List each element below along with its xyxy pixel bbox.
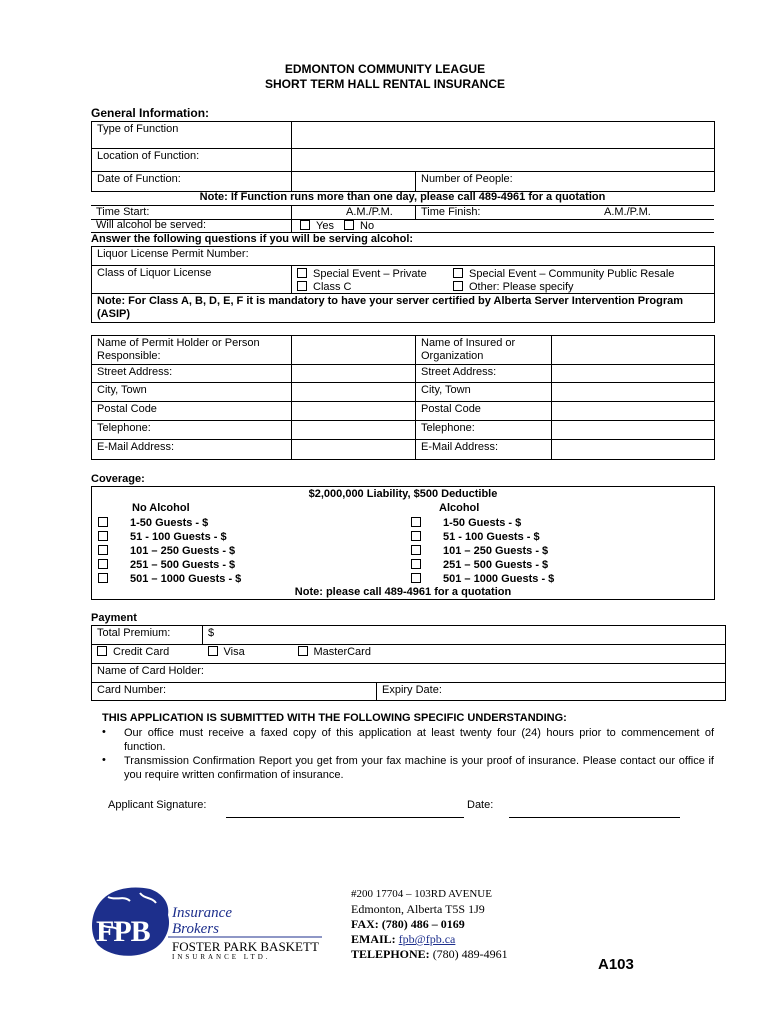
fpb-logo: [90, 885, 325, 965]
address-block: [351, 887, 508, 962]
address-line-2: Edmonton, Alberta T5S 1J9: [351, 902, 485, 916]
logo-brokers: Brokers: [172, 921, 219, 937]
right-city-field[interactable]: [552, 383, 715, 402]
other-checkbox[interactable]: [453, 281, 463, 291]
telephone-number: (780) 489-4961: [432, 947, 508, 961]
total-premium-field[interactable]: $: [203, 626, 726, 645]
coverage-note: Note: please call 489-4961 for a quotation: [294, 586, 512, 598]
right-street-label: Street Address:: [416, 365, 552, 383]
permit-label[interactable]: Liquor License Permit Number:: [92, 247, 715, 266]
insured-name-field[interactable]: [552, 336, 715, 365]
alcohol-tier-checkbox[interactable]: [411, 559, 421, 569]
alcohol-heading-col: Alcohol: [439, 502, 480, 514]
date-field[interactable]: [292, 172, 416, 192]
class-c-checkbox[interactable]: [297, 281, 307, 291]
coverage-box: [91, 486, 715, 600]
location-field[interactable]: [292, 149, 715, 172]
asip-note: Note: For Class A, B, D, E, F it is mandatory to have your server certified by Alberta Server Intervention Program (ASIP): [92, 294, 715, 323]
credit-card-checkbox[interactable]: [97, 646, 107, 656]
class-label: Class of Liquor License: [92, 266, 292, 294]
alcohol-tier-checkbox[interactable]: [411, 531, 421, 541]
general-table: [91, 121, 715, 192]
alcohol-tier-label: 251 – 500 Guests - $: [443, 559, 549, 571]
ampm-start[interactable]: A.M./P.M.: [346, 206, 393, 218]
alcohol-tier-label: 51 - 100 Guests - $: [443, 531, 540, 543]
alcohol-tier-checkbox[interactable]: [411, 545, 421, 555]
alcohol-heading: Answer the following questions if you will be serving alcohol:: [91, 233, 414, 245]
people-label[interactable]: Number of People:: [416, 172, 715, 192]
alcohol-tier-row: [411, 530, 554, 544]
logo-insurance: Insurance: [172, 905, 232, 921]
left-city-field[interactable]: [292, 383, 416, 402]
telephone-label: TELEPHONE:: [351, 947, 430, 961]
special-private-label: Special Event – Private: [313, 268, 427, 280]
other-label: Other: Please specify: [469, 281, 574, 293]
no-alcohol-tier-label: 101 – 250 Guests - $: [130, 545, 236, 557]
alcohol-tier-row: [411, 516, 554, 530]
signature-date-line[interactable]: [509, 817, 680, 818]
no-alcohol-tier-label: 51 - 100 Guests - $: [130, 531, 227, 543]
general-note: Note: If Function runs more than one day, please call 489-4961 for a quotation: [199, 191, 606, 203]
no-alcohol-tier-checkbox[interactable]: [98, 517, 108, 527]
payment-heading: Payment: [91, 612, 137, 624]
type-of-function-field[interactable]: [292, 122, 715, 149]
yes-label: Yes: [316, 220, 334, 232]
total-premium-label: Total Premium:: [92, 626, 203, 645]
mastercard-checkbox[interactable]: [298, 646, 308, 656]
date-label: Date of Function:: [92, 172, 292, 192]
no-checkbox[interactable]: [344, 220, 354, 230]
right-city-label: City, Town: [416, 383, 552, 402]
right-email-field[interactable]: [552, 440, 715, 460]
understanding-bullet-2: Transmission Confirmation Report you get from your fax machine is your proof of insurance. Please contact our office if you require written confirmation of insurance.: [124, 755, 714, 781]
alcohol-question: Will alcohol be served:: [96, 219, 207, 231]
applicant-signature-line[interactable]: [226, 817, 464, 818]
left-street-label: Street Address:: [92, 365, 292, 383]
left-street-field[interactable]: [292, 365, 416, 383]
alcohol-tier-checkbox[interactable]: [411, 517, 421, 527]
bullet-dot-1: •: [102, 726, 106, 738]
no-alcohol-tier-label: 501 – 1000 Guests - $: [130, 573, 242, 585]
no-alcohol-tier-label: 1-50 Guests - $: [130, 517, 209, 529]
no-alcohol-tier-row: [98, 544, 241, 558]
right-street-field[interactable]: [552, 365, 715, 383]
permit-holder-field[interactable]: [292, 336, 416, 365]
address-line-1: #200 17704 – 103RD AVENUE: [351, 888, 492, 900]
no-alcohol-tier-row: [98, 530, 241, 544]
visa-label: Visa: [223, 646, 245, 658]
alcohol-tier-row: [411, 572, 554, 586]
no-alcohol-tier-checkbox[interactable]: [98, 545, 108, 555]
time-alcohol-block: [91, 205, 714, 233]
left-email-label: E-Mail Address:: [92, 440, 292, 460]
type-of-function-label: Type of Function: [92, 122, 292, 149]
logo-company: FOSTER PARK BASKETT: [172, 939, 319, 954]
card-holder-field[interactable]: Name of Card Holder:: [92, 664, 726, 683]
card-number-field[interactable]: Card Number:: [92, 683, 377, 701]
coverage-header: $2,000,000 Liability, $500 Deductible: [308, 488, 498, 500]
right-telephone-label: Telephone:: [416, 421, 552, 440]
time-start-label: Time Start:: [96, 206, 150, 218]
email-link[interactable]: fpb@fpb.ca: [398, 932, 456, 946]
left-telephone-field[interactable]: [292, 421, 416, 440]
permit-holder-label: Name of Permit Holder or Person Responsible:: [92, 336, 292, 365]
logo-initials: FPB: [96, 915, 150, 948]
special-private-checkbox[interactable]: [297, 268, 307, 278]
bullet-dot-2: •: [102, 754, 106, 766]
alcohol-tier-label: 101 – 250 Guests - $: [443, 545, 549, 557]
location-label: Location of Function:: [92, 149, 292, 172]
email-label: EMAIL:: [351, 932, 396, 946]
logo-sub: INSURANCE LTD.: [172, 953, 271, 961]
right-telephone-field[interactable]: [552, 421, 715, 440]
signature-date-label: Date:: [467, 799, 494, 811]
alcohol-tier-checkbox[interactable]: [411, 573, 421, 583]
alcohol-table: [91, 246, 715, 323]
right-email-label: E-Mail Address:: [416, 440, 552, 460]
no-alcohol-heading: No Alcohol: [132, 502, 190, 514]
coverage-heading: Coverage:: [91, 473, 145, 485]
form-code: A103: [598, 956, 634, 973]
alcohol-tier-row: [411, 544, 554, 558]
insured-name-label: Name of Insured or Organization: [416, 336, 552, 365]
yes-checkbox[interactable]: [300, 220, 310, 230]
ampm-finish[interactable]: A.M./P.M.: [604, 206, 651, 218]
left-email-field[interactable]: [292, 440, 416, 460]
class-c-label: Class C: [313, 281, 352, 293]
fax-number: (780) 486 – 0169: [381, 917, 465, 931]
special-community-checkbox[interactable]: [453, 268, 463, 278]
time-finish-label: Time Finish:: [421, 206, 481, 218]
visa-checkbox[interactable]: [208, 646, 218, 656]
left-city-label: City, Town: [92, 383, 292, 402]
form-title: EDMONTON COMMUNITY LEAGUE: [284, 62, 486, 76]
special-community-label: Special Event – Community Public Resale: [469, 268, 675, 280]
expiry-field[interactable]: Expiry Date:: [377, 683, 726, 701]
left-postal-field[interactable]: [292, 402, 416, 421]
no-label: No: [360, 220, 375, 232]
no-alcohol-tier-checkbox[interactable]: [98, 559, 108, 569]
alcohol-tiers: [411, 516, 554, 586]
credit-card-label: Credit Card: [113, 646, 170, 658]
mastercard-label: MasterCard: [313, 646, 371, 658]
no-alcohol-tiers: [98, 516, 241, 586]
applicant-signature-label: Applicant Signature:: [108, 799, 207, 811]
understanding-bullet-1: Our office must receive a faxed copy of this application at least twenty four (24) hours prior to commencement of function.: [124, 727, 714, 753]
right-postal-field[interactable]: [552, 402, 715, 421]
fax-label: FAX:: [351, 917, 379, 931]
no-alcohol-tier-row: [98, 572, 241, 586]
general-heading: General Information:: [91, 106, 210, 120]
no-alcohol-tier-checkbox[interactable]: [98, 573, 108, 583]
left-postal-label: Postal Code: [92, 402, 292, 421]
alcohol-tier-label: 1-50 Guests - $: [443, 517, 522, 529]
alcohol-tier-label: 501 – 1000 Guests - $: [443, 573, 555, 585]
payment-table: [91, 625, 726, 701]
contacts-table: [91, 335, 715, 460]
no-alcohol-tier-row: [98, 516, 241, 530]
understanding-heading: THIS APPLICATION IS SUBMITTED WITH THE FOLLOWING SPECIFIC UNDERSTANDING:: [102, 712, 567, 724]
alcohol-tier-row: [411, 558, 554, 572]
no-alcohol-tier-checkbox[interactable]: [98, 531, 108, 541]
no-alcohol-tier-row: [98, 558, 241, 572]
right-postal-label: Postal Code: [416, 402, 552, 421]
no-alcohol-tier-label: 251 – 500 Guests - $: [130, 559, 236, 571]
form-subtitle: SHORT TERM HALL RENTAL INSURANCE: [265, 77, 505, 91]
left-telephone-label: Telephone:: [92, 421, 292, 440]
